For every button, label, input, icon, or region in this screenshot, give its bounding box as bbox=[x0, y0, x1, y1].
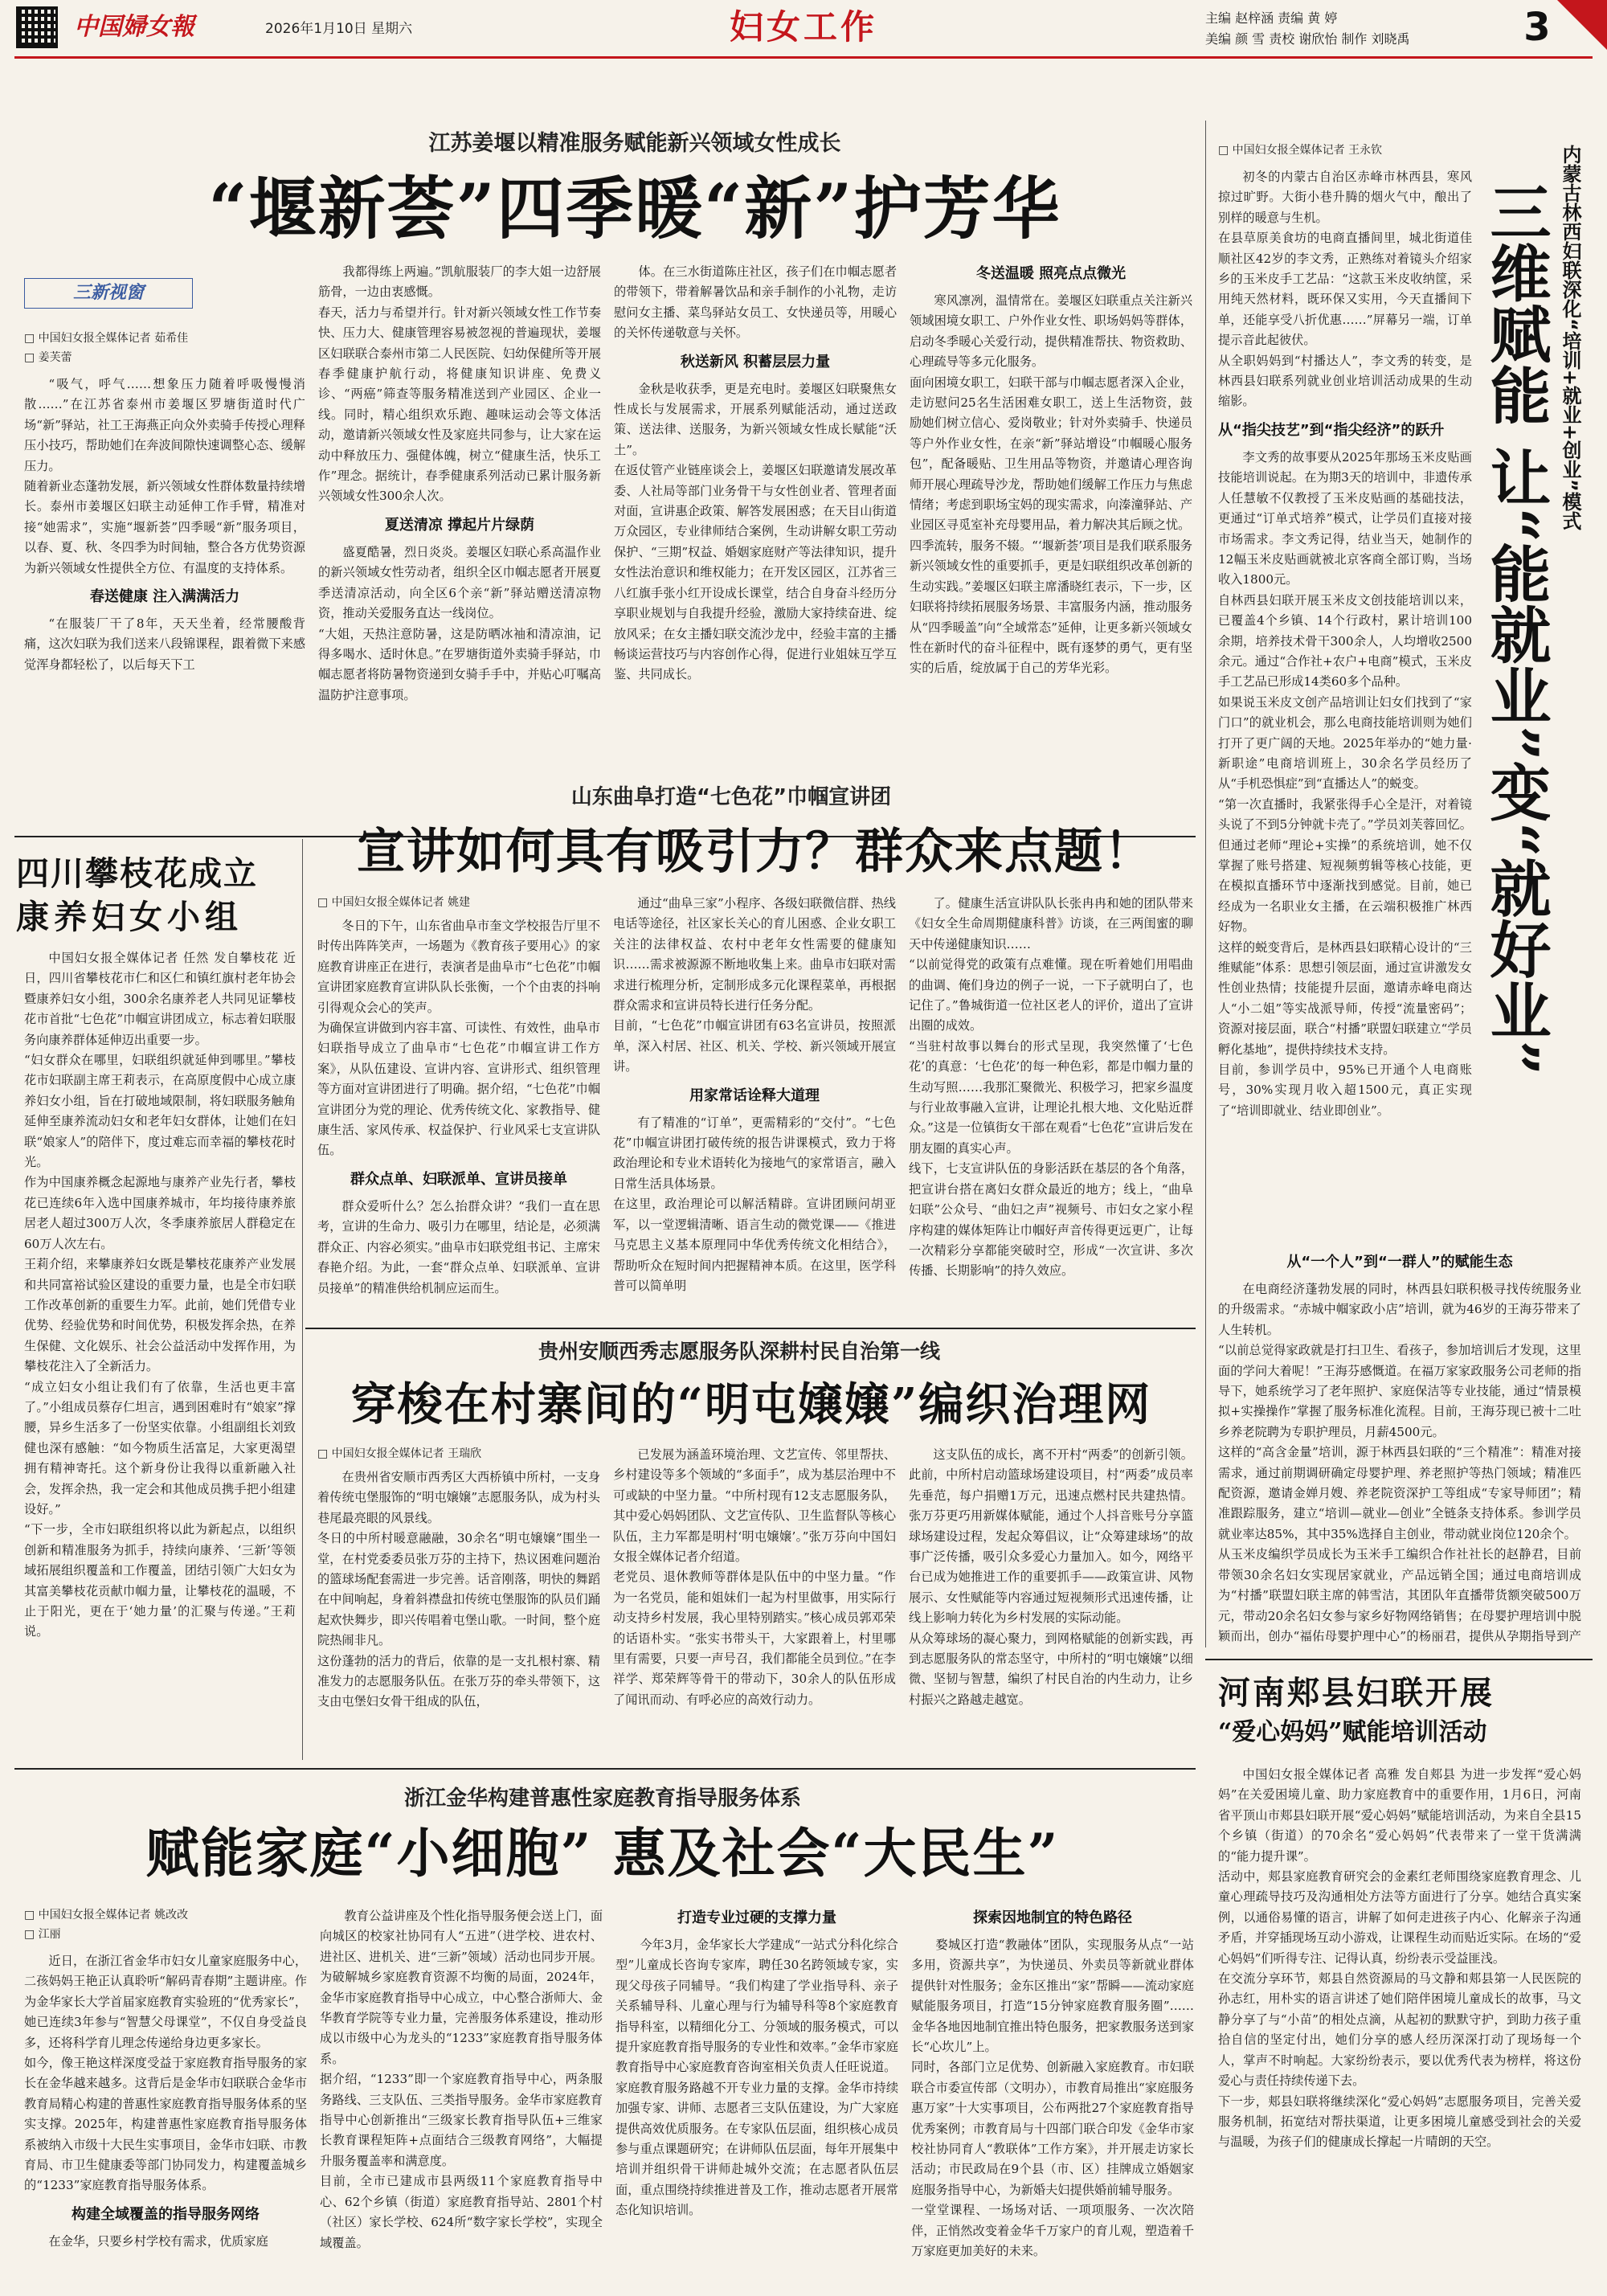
a6-column-2 bbox=[320, 1906, 603, 2289]
a1-subhead-spring: 春送健康 注入满满活力 bbox=[89, 588, 240, 606]
a3-headline-1: 四川攀枝花成立 bbox=[16, 854, 258, 893]
a1-column-tag: 三新视窗 bbox=[24, 278, 193, 309]
a6-column-3 bbox=[615, 1906, 898, 2289]
a1-col2-text: 我都得练上两遍。”凯航服装厂的李大姐一边舒展筋骨，一边由衷感慨。 春天，活力与希望并行。针对新兴领域女性工作节奏快、压力大、健康管理容易被忽视的普遍现状，姜堰区妇联联合泰州市第二人民医院、妇幼保健所等开展春季健康护航行动，将健康知识讲座、免费义诊、“两癌”筛查等服务精准送到产业园区、企业一线。同时，精心组织欢乐跑、趣味运动会等文体活动，邀请新兴领域女性及家庭共同参与，让大家在运动中释放压力、强健体魄，树立“健康生活，快乐工作”理念。据统计，春季健康系列活动已累计服务新兴领域女性300余人次。 bbox=[318, 264, 601, 504]
a4-column-2 bbox=[613, 894, 896, 1318]
a6-column-4 bbox=[911, 1906, 1194, 2289]
section-title: 妇女工作 bbox=[729, 7, 877, 47]
a2-col1-text: 初冬的内蒙古自治区赤峰市林西县，寒风掠过旷野。大街小巷升腾的烟火气中，酿出了别样的暖意与生机。 在县草原美食坊的电商直播间里，城北街道佳顺社区42岁的李文秀，正熟练对着镜头介绍家乡的玉米皮手工艺品：“这款玉米皮收纳筐，采用纯天然材料，既环保又实用，今天直播间下单，还能享受八折优惠……”屏幕另一端，订单提示音此起彼伏。 从全职妈妈到“村播达人”，李文秀的转变，是林西县妇联系列就业创业培训活动成果的生动缩影。 bbox=[1218, 170, 1472, 409]
masthead bbox=[0, 0, 1607, 58]
credits-line-2: 美编 颜 雪 责校 谢欣怡 制作 刘晓禹 bbox=[1205, 31, 1410, 47]
a2-vertical-headline: 三维赋能 让“能就业”变“就好业” bbox=[1480, 181, 1552, 1076]
page-number: 3 bbox=[1523, 5, 1551, 50]
rule-a2-bottom bbox=[1205, 1659, 1593, 1660]
a2-column-1 bbox=[1218, 167, 1472, 1246]
a5-col1-text: 在贵州省安顺市西秀区大西桥镇中所村，一支身着传统屯堡服饰的“明屯嬢嬢”志愿服务队，成为村头巷尾最亮眼的风景线。 冬日的中所村暖意融融，30余名“明屯嬢嬢”围坐一堂，在村党委委员张万芬的主持下，热议困难问题治的篮球场配套需进一步完善。话音刚落，明快的舞蹈在中间响起，身着斜襟盘扣传统屯堡服饰的队员们踊起欢快舞步，即兴传唱着屯堡山歌。一时间，整个庭院热闹非凡。 这份蓬勃的活力的背后，依靠的是一支扎根村寨、精准发力的志愿服务队伍。在张万芬的牵头带领下，这支由屯堡妇女骨干组成的队伍， bbox=[317, 1470, 600, 1709]
a1-col1-text: “吸气，呼气……想象压力随着呼吸慢慢消散……”在江苏省泰州市姜堰区罗塘街道时代广场“新”驿站，社工王海燕正向众外卖骑手传授心理释压小技巧，帮助她们在奔波间隙快速调整心态、缓解压力。 随着新业态蓬勃发展，新兴领域女性群体数量持续增长。泰州市姜堰区妇联主动延伸工作手臂，精准对接“她需求”，实施“堰新荟”四季暖“新”服务项目，以春、夏、秋、冬四季为时间轴，整合各方优势资源为新兴领域女性提供全方位、有温度的支持体系。 bbox=[24, 377, 305, 575]
a2-column-2 bbox=[1218, 1250, 1581, 1647]
a6-subhead-2: 打造专业过硬的支撑力量 bbox=[677, 1909, 836, 1926]
a4-col1-text: 冬日的下午，山东省曲阜市奎文学校报告厅里不时传出阵阵笑声，一场题为《教育孩子要用心》的家庭教育讲座正在进行，表演者是曲阜市“七色花”巾帼宣讲团家庭教育宣讲队队长张衡，一个个由衷的抖响引得观众会心的笑声。 为确保宣讲做到内容丰富、可读性、有效性，曲阜市妇联指导成立了曲阜市“七色花”巾帼宣讲工作方案》，从队伍建设、宣讲内容、宣讲形式、组织管理等方面对宣讲团进行了明确。据介绍，“七色花”巾帼宣讲团分为党的理论、优秀传统文化、家教指导、健康生活、家风传承、权益保护、行业风采七支宣讲队伍。 bbox=[317, 919, 600, 1158]
a5-column-3 bbox=[909, 1445, 1193, 1757]
a2-subhead-1: 从“指尖技艺”到“指尖经济”的跃升 bbox=[1218, 421, 1445, 439]
a6-col2-text: 教育公益讲座及个性化指导服务便会送上门，面向城区的校家社协同有人“五进”（进学校、进农村、进社区、进机关、进“三新”领域）活动也同步开展。为破解城乡家庭教育资源不均衡的局面，2024年，金华市家庭教育指导中心成立，中心整合浙师大、金华教育学院等专业力量，完善服务体系建设，推动形成以市级中心为龙头的“1233”家庭教育指导服务体系。 据介绍，“1233”即一个家庭教育指导中心，两条服务路线、三支队伍、三类指导服务。金华市家庭教育指导中心创新推出“三级家长教育指导队伍+三维家长教育课程矩阵+点面结合三级教育网络”，大幅提升服务覆盖率和满意度。 目前，全市已建成市县两级11个家庭教育指导中心、62个乡镇（街道）家庭教育指导站、2801个村（社区）家长学校、624所“数字家长学校”，实现全域覆盖。 bbox=[320, 1909, 603, 2250]
a5-kicker: 贵州安顺西秀志愿服务队深耕村民自治第一线 bbox=[538, 1340, 940, 1363]
a1-col1b-text: “在服装厂干了8年，天天坐着，经常腰酸背痛，这次妇联为我们送来八段锦课程，跟着微下来感觉浑身都轻松了，以后每天下工 bbox=[24, 616, 305, 672]
rule-a3-right bbox=[302, 839, 303, 1760]
a6-subhead-3: 探索因地制宜的特色路径 bbox=[973, 1909, 1132, 1926]
a2-byline: □ 中国妇女报全媒体记者 王永钦 bbox=[1218, 144, 1383, 157]
a6-byline-2: □ 江丽 bbox=[24, 1928, 61, 1941]
a1-subhead-winter: 冬送温暖 照亮点点微光 bbox=[975, 265, 1127, 282]
rule-a5-bottom bbox=[14, 1768, 1196, 1770]
a1-subhead-autumn: 秋送新风 积蓄层层力量 bbox=[680, 353, 831, 370]
a6-subhead-1: 构建全域覆盖的指导服务网络 bbox=[72, 2205, 260, 2223]
a1-kicker: 江苏姜堰以精准服务赋能新兴领域女性成长 bbox=[428, 131, 841, 156]
a4-headline: 宣讲如何具有吸引力？群众来点题！ bbox=[357, 824, 1154, 880]
a2-subhead-2: 从“一个人”到“一群人”的赋能生态 bbox=[1286, 1254, 1513, 1271]
a3-headline-2: 康养妇女小组 bbox=[16, 898, 243, 936]
credits-line-1: 主编 赵梓涵 责编 黄 婷 bbox=[1205, 10, 1338, 26]
a6-kicker: 浙江金华构建普惠性家庭教育指导服务体系 bbox=[403, 1786, 801, 1811]
a4-column-3 bbox=[909, 894, 1193, 1318]
a5-col3-text: 这支队伍的成长，离不开村“两委”的创新引领。此前，中所村启动篮球场建设项目，村“两委”成员率先垂范，每户捐赠1万元，迅速点燃村民共建热情。张万芬更巧用新媒体赋能，通过个人抖音账号分享篮球场建设过程，发起众筹倡议，让“众筹建球场”的故事广泛传播，吸引众多爱心力量加入。如今，网络平台已成为她推进工作的重要抓手——政策宣讲、风物展示、女性赋能等内容通过短视频形式迅速传播，让线上影响力转化为乡村发展的实际动能。 从众筹球场的凝心聚力，到网格赋能的创新实践，再到志愿服务队的常态坚守，中所村的“明屯嬢嬢”以细微、坚韧与智慧，编织了村民自治的内生动力，让乡村振兴之路越走越宽。 bbox=[909, 1447, 1193, 1707]
a1-column-3 bbox=[614, 262, 897, 821]
a4-col1b-text: 群众爱听什么？怎么抬群众讲？“我们一直在思考，宣讲的生命力、吸引力在哪里，结论是，必须满群众正、内容必须实。”曲阜市妇联党组书记、主席宋春艳介绍。为此，一套“群众点单、妇联派单、宣讲员接单”的精准供给机制应运而生。 bbox=[317, 1198, 600, 1295]
a1-col3b-text: 金秋是收获季，更是充电时。姜堰区妇联聚焦女性成长与发展需求，开展系列赋能活动，通过送政策、送法律、送服务，为新兴领域女性成长赋能“沃土”。 在返仗管产业链座谈会上，姜堰区妇联邀请发展改革委、人社局等部门业务骨干与女性创业者、管理者面对面，宣讲惠企政策、解答发展困惑；在天目山街道万众园区，专业律师结合案例，生动讲解女职工劳动保护、“三期”权益、婚姻家庭财产等法律知识，提升女性法治意识和维权能力；在开发区园区，江苏省三八红旗手张小红开设成长课堂，结合自身奋斗经历分享职业规划与自我提升经验，激励大家持续奋进、绽放风采；在女主播妇联交流沙龙中，经验丰富的主播畅谈运营技巧与内容创作心得，促进行业姐妹互学互鉴、共同成长。 bbox=[614, 381, 897, 682]
a1-byline-1: □ 中国妇女报全媒体记者 茹希佳 bbox=[24, 332, 189, 345]
issue-date: 2026年1月10日 星期六 bbox=[265, 21, 413, 37]
a3-body bbox=[24, 948, 296, 1760]
a6-col1b-text: 在金华，只要乡村学校有需求，优质家庭 bbox=[48, 2233, 268, 2249]
a1-col4-text: 寒风凛冽，温情常在。姜堰区妇联重点关注新兴领域困境女职工、户外作业女性、职场妈妈等群体，启动冬季暖心关爱行动，提供精准帮扶、物资救助、心理疏导等多元化服务。 面向困境女职工，妇联干部与巾帼志愿者深入企业，走访慰问25名生活困难女职工，送上生活物资，鼓励她们树立信心、爱岗敬业；针对外卖骑手、快递员等户外作业女性，在亲“新”驿站增设“巾帼暖心服务包”，配备暖贴、卫生用品等物资，并邀请心理咨询师开展心理疏导沙龙，帮助她们缓解工作压力与焦虑情绪；考虑到职场宝妈的现实需求，向溱潼驿站、产业园区寻觅室补充母婴用品，着力解决其后顾之忧。 四季流转，服务不辍。“‘堰新荟’项目是我们联系服务新兴领域女性的重要抓手，更是妇联组织改革创新的生动实践。”姜堰区妇联主席潘晓红表示，下一步，区妇联将持续拓展服务场景、丰富服务内涵，推动服务从“四季暖盖”向“全域常态”延伸，让更多新兴领域女性在新时代的奋斗征程中，既有逐梦的勇气，更有坚实的后盾，绽放属于自己的芳华光彩。 bbox=[910, 293, 1192, 676]
a5-headline: 穿梭在村寨间的“明屯嬢嬢”编织治理网 bbox=[350, 1378, 1152, 1431]
a1-col3-text: 体。在三水街道陈庄社区，孩子们在巾帼志愿者的带领下，带着解暑饮品和亲手制作的小礼物，走访慰问女主播、菜鸟驿站女员工、女快递员等，用暖心的关怀传递敬意与关怀。 bbox=[614, 264, 897, 341]
masthead-rule bbox=[14, 56, 1593, 59]
a2-vertical-kicker: 内蒙古林西妇联深化“培训+就业+创业”模式 bbox=[1559, 145, 1581, 530]
a4-col2b-text: 有了精准的“订单”，更需精彩的“交付”。“七色花”巾帼宣讲团打破传统的报告讲课模式，致力于将政治理论和专业术语转化为接地气的家常语言，融入日常生活具体场景。 在这里，政治理论可以解活精辟。宣讲团顾问胡亚军，以一堂逻辑清晰、语言生动的微党课——《推进马克思主义基本原理同中华优秀传统文化相结合》，帮助听众在短时间内把握精神本质。在这里，医学科普可以简单明 bbox=[613, 1115, 896, 1293]
a7-headline-2: “爱心妈妈”赋能培训活动 bbox=[1218, 1718, 1487, 1746]
a7-body-text: 中国妇女报全媒体记者 高雅 发自郏县 为进一步发挥“爱心妈妈”在关爱困境儿童、助力家庭教育中的重要作用，1月6日，河南省平顶山市郏县妇联开展“爱心妈妈”赋能培训活动，为来自全县15个乡镇（街道）的70余名“爱心妈妈”代表带来了一堂干货满满的“能力提升课”。 活动中，郏县家庭教育研究会的金素红老师围绕家庭教育理念、儿童心理疏导技巧及沟通相处方法等方面进行了分享。她结合真实案例，以通俗易懂的语言，讲解了如何走进孩子内心、化解亲子沟通矛盾，并穿插现场互动小游戏，让课程生动而贴近实际。在场的“爱心妈妈”们听得专注、记得认真，纷纷表示受益匪浅。 在交流分享环节，郏县自然资源局的马文静和郏县第一人民医院的孙志红，用朴实的语言讲述了她们陪伴困境儿童成长的故事，马文静分享了与“小苗”的相处点滴，从起初的默默守护，到助力孩子重拾自信的坚定付出，她们分享的感人经历深深打动了现场每一个人，掌声不时响起。大家纷纷表示，要以优秀代表为榜样，将这份爱心与责任持续传递下去。 下一步，郏县妇联将继续深化“爱心妈妈”志愿服务项目，完善关爱服务机制，拓宽结对帮扶渠道，让更多困境儿童感受到社会的关爱与温暖，为孩子们的健康成长撑起一片晴朗的天空。 bbox=[1218, 1767, 1581, 2150]
a4-column-1 bbox=[317, 916, 600, 1318]
a1-col2b-text: 盛夏酷暑，烈日炎炎。姜堰区妇联心系高温作业的新兴领域女性劳动者，组织全区巾帼志愿者开展夏季送清凉活动，向全区6个亲“新”驿站赠送清凉物资，推动关爱服务直达一线岗位。 “大姐，天热注意防暑，这是防晒冰袖和清凉油，记得多喝水、适时休息。”在罗塘街道外卖骑手驿站，巾帼志愿者将防暑物资递到女骑手手中，并贴心叮嘱高温防护注意事项。 bbox=[318, 544, 601, 702]
a4-kicker-display: 山东曲阜打造“七色花”巾帼宣讲团 bbox=[570, 785, 892, 809]
a6-column-1 bbox=[24, 1951, 307, 2289]
a4-subhead-1: 群众点单、妇联派单、宣讲员接单 bbox=[350, 1170, 567, 1188]
a5-column-1 bbox=[317, 1467, 600, 1757]
a3-body-text: 中国妇女报全媒体记者 任然 发自攀枝花 近日，四川省攀枝花市仁和区仁和镇红旗村老年协会暨康养妇女小组，300余名康养老人共同见证攀枝花市首批“七色花”巾帼宣讲团成立，标志着妇联服务向康养群体延伸迈出重要一步。 “妇女群众在哪里，妇联组织就延伸到哪里。”攀枝花市妇联副主席王莉表示，在高原度假中心成立康养妇女小组，旨在打破地域限制，将妇联服务触角延伸至康养流动妇女和老年妇女群体，让她们在妇联“娘家人”的陪伴下，度过难忘而幸福的攀枝花时光。 作为中国康养概念起源地与康养产业先行者，攀枝花已连续6年入选中国康养城市，年均接待康养旅居老人超过300万人次，冬季康养旅居人群稳定在60万人次左右。 王莉介绍，来攀康养妇女既是攀枝花康养产业发展和共同富裕试验区建设的重要力量，也是全市妇联工作改革创新的重要生力军。此前，她们凭借专业优势、经验优势和时间优势，积极发挥余热，在养生保健、文化娱乐、社会公益活动中发挥作用，为攀枝花注入了全新活力。 “成立妇女小组让我们有了依靠，生活也更丰富了。”小组成员蔡存仁坦言，遇到困难时有“娘家”撑腰，异乡生活多了一份坚实依靠。小组副组长刘致健也深有感触：“如今物质生活富足，大家更渴望拥有精神寄托。这个新身份让我得以重新融入社会，发挥余热，我一定会和其他成员携手把小组建设好。” “下一步，全市妇联组织将以此为新起点，以组织创新和精准服务为抓手，持续向康养、‘三新’等领域拓展组织覆盖和工作覆盖，团结引领广大妇女为其富美攀枝花贡献巾帼力量，让攀枝花的温暖，不止于阳光，更在于‘她力量’的汇聚与传递。”王莉说。 bbox=[24, 951, 296, 1639]
a6-col1-text: 近日，在浙江省金华市妇女儿童家庭服务中心，二孩妈妈王艳正认真聆听“解码青春期”主题讲座。作为金华家长大学首届家庭教育实验班的“优秀家长”，她已连续3年参与“智慧父母课堂”，不仅自身受益良多，还将科学育儿理念传递给身边更多家长。 如今，像王艳这样深度受益于家庭教育指导服务的家长在金华越来越多。这背后是金华市妇联联合金华市教育局精心构建的普惠性家庭教育指导服务体系的坚实支撑。2025年，构建普惠性家庭教育指导服务体系被纳入市级十大民生实事项目，金华市妇联、市教育局、市卫生健康委等部门协同发力，构建覆盖城乡的“1233”家庭教育指导服务体系。 bbox=[24, 1954, 307, 2193]
page-corner-mark bbox=[1557, 0, 1607, 50]
a6-byline-1: □ 中国妇女报全媒体记者 姚改改 bbox=[24, 1909, 189, 1922]
a7-headline-1: 河南郏县妇联开展 bbox=[1218, 1674, 1495, 1712]
a7-body bbox=[1218, 1765, 1581, 2289]
newspaper-logo: 中国婦女報 bbox=[74, 13, 194, 41]
rule-a4-bottom bbox=[305, 1328, 1196, 1329]
a2-col1b-text: 李文秀的故事要从2025年那场玉米皮贴画技能培训说起。在为期3天的培训中，非遗传承人任慧敏不仅教授了玉米皮贴画的基础技法，更通过“订单式培养”模式，让学员们直接对接市场需求。李文秀记得，结业当天，她制作的12幅玉米皮贴画就被北京客商全部订购，当场收入1800元。 自林西县妇联开展玉米皮文创技能培训以来，已覆盖4个乡镇、14个行政村，累计培训100余期，培养技术骨干300余人，人均增收2500余元。通过“合作社+农户+电商”模式，玉米皮手工艺品已形成14类60多个品种。 如果说玉米皮文创产品培训让妇女们找到了“家门口”的就业机会，那么电商技能培训则为她们打开了更广阔的天地。2025年举办的“她力量·新职途”电商培训班上，30余名学员经历了从“手机恐惧症”到“直播达人”的蜕变。 “第一次直播时，我紧张得手心全是汗，对着镜头说了不到5分钟就卡壳了。”学员刘芙蓉回忆。但通过老师“理论+实操”的系统培训，她不仅掌握了账号搭建、短视频剪辑等核心技能，更在模拟直播环节中逐渐找到感觉。目前，她已经成为一名职业女主播，在云端积极推广林西好物。 这样的蜕变背后，是林西县妇联精心设计的“三维赋能”体系：思想引领层面，通过宣讲激发女性创业热情；技能提升层面，邀请赤峰电商达人“小二姐”等实战派导师，传授“流量密码”；资源对接层面，联合“村播”联盟妇联建立“学员孵化基地”，提供持续技术支持。 目前，参训学员中，95%已开通个人电商账号，30%实现月收入超1500元，真正实现了“培训即就业、结业即创业”。 bbox=[1218, 449, 1472, 1118]
a1-byline-2: □ 姜芙蕾 bbox=[24, 351, 72, 364]
rule-right-column bbox=[1205, 121, 1206, 1647]
a4-byline: □ 中国妇女报全媒体记者 姚建 bbox=[317, 896, 471, 909]
a5-col2-text: 已发展为涵盖环境治理、文艺宣传、邻里帮扶、乡村建设等多个领域的“多面手”，成为基层治理中不可或缺的中坚力量。“中所村现有12支志愿服务队，其中爱心妈妈团队、文艺宣传队、卫生监督队等核心队伍，主力军都是明村‘明屯嬢嬢’。”张万芬向中国妇女报全媒体记者介绍道。 老党员、退休教师等群体是队伍中的中坚力量。“作为一名党员，能和姐妹们一起为村里做事，用实际行动支持乡村发展，我心里特别踏实。”核心成员郭邓荣的话语朴实。“张实书带头干，大家跟着上，村里哪里有需要，只要一声号召，我们都能全员到位。”在李祥学、郑荣辉等骨干的带动下，30余人的队伍形成了闻讯而动、有呼必应的高效行动力。 bbox=[613, 1447, 896, 1707]
a6-col3-text: 今年3月，金华家长大学建成“一站式分科化综合型”儿童成长咨询专家库，聘任30名跨领域专家，实现父母孩子同辅导。“我们构建了学业指导科、亲子关系辅导科、儿童心理与行为辅导科等8个家庭教育指导科室，以精细化分工、分领域的服务模式，可以提升家庭教育指导服务的专业性和效率。”金华市家庭教育指导中心家庭教育咨询室相关负责人任旺说道。 家庭教育服务路越不开专业力量的支撑。金华市持续加强专家、讲师、志愿者三支队伍建设，为广大家庭提供高效优质服务。在专家队伍层面，组织核心成员参与重点课题研究；在讲师队伍层面，每年开展集中培训并组织骨干讲师赴城外交流；在志愿者队伍层面，重点围绕持续推进普及工作，推动志愿者开展常态化知识培训。 bbox=[615, 1938, 898, 2218]
a1-column-1 bbox=[24, 374, 305, 821]
a1-column-4 bbox=[910, 262, 1192, 821]
a1-subhead-summer: 夏送清凉 撑起片片绿荫 bbox=[384, 516, 535, 534]
a4-col2-text: 通过“曲阜三家”小程序、各级妇联微信群、热线电话等途径，社区家长关心的育儿困惑、企业女职工关注的法律权益、农村中老年女性需要的健康知识……需求被源源不断地收集上来。曲阜市妇联对需求进行梳理分析，定制形成多元化课程菜单，再根据群众需求和宣讲员特长进行任务分配。 目前，“七色花”巾帼宣讲团有63名宣讲员，按照派单，深入村居、社区、机关、学校、新兴领域开展宣讲。 bbox=[613, 896, 896, 1074]
a1-headline: “堰新荟”四季暖“新”护芳华 bbox=[208, 169, 1061, 248]
a6-headline: 赋能家庭“小细胞” 惠及社会“大民生” bbox=[145, 1822, 1060, 1885]
a5-byline: □ 中国妇女报全媒体记者 王瑞欣 bbox=[317, 1447, 482, 1460]
a6-col4-text: 婺城区打造“教融体”团队，实现服务从点“一站多用，资源共享”，为快递员、外卖员等新就业群体提供针对性服务；金东区推出“家”帮瞬——流动家庭赋能服务项目，打造“15分钟家庭教育服务圈”……金华各地因地制宜推出特色服务，把家教服务送到家长“心坎儿”上。 同时，各部门立足优势、创新融入家庭教育。市妇联联合市委宣传部（文明办），市教育局推出“家庭服务惠万家”十大实事项目，公布两批27个家庭教育指导优秀案例；市教育局与十四部门联合印发《金华市家校社协同育人“教联体”工作方案》，并开展走访家长活动；市民政局在9个县（市、区）挂牌成立婚姻家庭服务指导中心，为新婚夫妇提供婚前辅导服务。 一堂堂课程、一场场对话、一项项服务、一次次陪伴，正悄然改变着金华千万家户的育儿观，塑造着千万家庭更加美好的未来。 bbox=[911, 1938, 1194, 2259]
qr-code-icon bbox=[16, 6, 58, 48]
a2-col2-text: 在电商经济蓬勃发展的同时，林西县妇联积极寻找传统服务业的升级需求。“赤城中帼家政小店”培训，就为46岁的王海芬带来了人生转机。 “以前总觉得家政就是打扫卫生、看孩子，参加培训后才发现，这里面的学问大着呢！”王海芬感慨道。在福万家家政服务公司老师的指导下，她系统学习了老年照护、家庭保洁等专业技能，通过“情景模拟+实操操作”掌握了服务标准化流程。目前，王海芬现已被十二吐乡养老院聘为专职护理员，月薪4500元。 这样的“高含金量”培训，源于林西县妇联的“三个精准”：精准对接需求，通过前期调研确定母婴护理、养老照护等热门领域；精准匹配资源，邀请金婵月嫂、养老院资深护工等组成“专家导师团”；精准跟踪服务，建立“培训—就业—创业”全链条支持体系。参训学员就业率达85%，其中35%选择自主创业，带动就业岗位120余个。 从玉米皮编织学员成长为玉米手工编织合作社社长的赵静君，目前带领30余名妇女实现居家就业，产品远销全国；通过电商培训成为“村播”联盟妇联主席的韩雪洁，其团队年直播带货额突破500万元，带动20余名妇女参与家乡好物网络销售；在母婴护理培训中脱颖而出，创办“福佑母婴护理中心”的杨丽君，提供从孕期指导到产 bbox=[1218, 1282, 1581, 1643]
a5-column-2 bbox=[613, 1445, 896, 1757]
a1-column-2 bbox=[318, 262, 601, 821]
a4-subhead-2: 用家常话诠释大道理 bbox=[689, 1087, 820, 1104]
a4-col3-text: 了。健康生活宣讲队队长张冉冉和她的团队带来《妇女全生命周期健康科普》访谈，在三两闺蜜的聊天中传递健康知识…… “以前觉得党的政策有点难懂。现在听着她们用唱曲的曲调、俺们身边的例子一说，一下子就明白了，也记住了。”鲁城街道一位社区老人的评价，道出了宣讲出圈的成效。 “当驻村故事以舞台的形式呈现，我突然懂了‘七色花’的真意：‘七色花’的每一种色彩，都是巾帼力量的生动写照……我那汇聚微光、积极学习，把家乡温度与行业故事融入宣讲，让理论扎根大地、文化贴近群众。”这是一位镇街女干部在观看“七色花”宣讲后发在朋友圈的真实心声。 线下，七支宣讲队伍的身影活跃在基层的各个角落，把宣讲台搭在离妇女群众最近的地方；线上，“曲阜妇联”公众号、“曲妇之声”视频号、市妇女之家小程序构建的媒体矩阵让巾帼好声音传得更远更广，让每一次精彩分享都能突破时空，形成“一次宣讲、多次传播、长期影响”的持久效应。 bbox=[909, 896, 1193, 1279]
